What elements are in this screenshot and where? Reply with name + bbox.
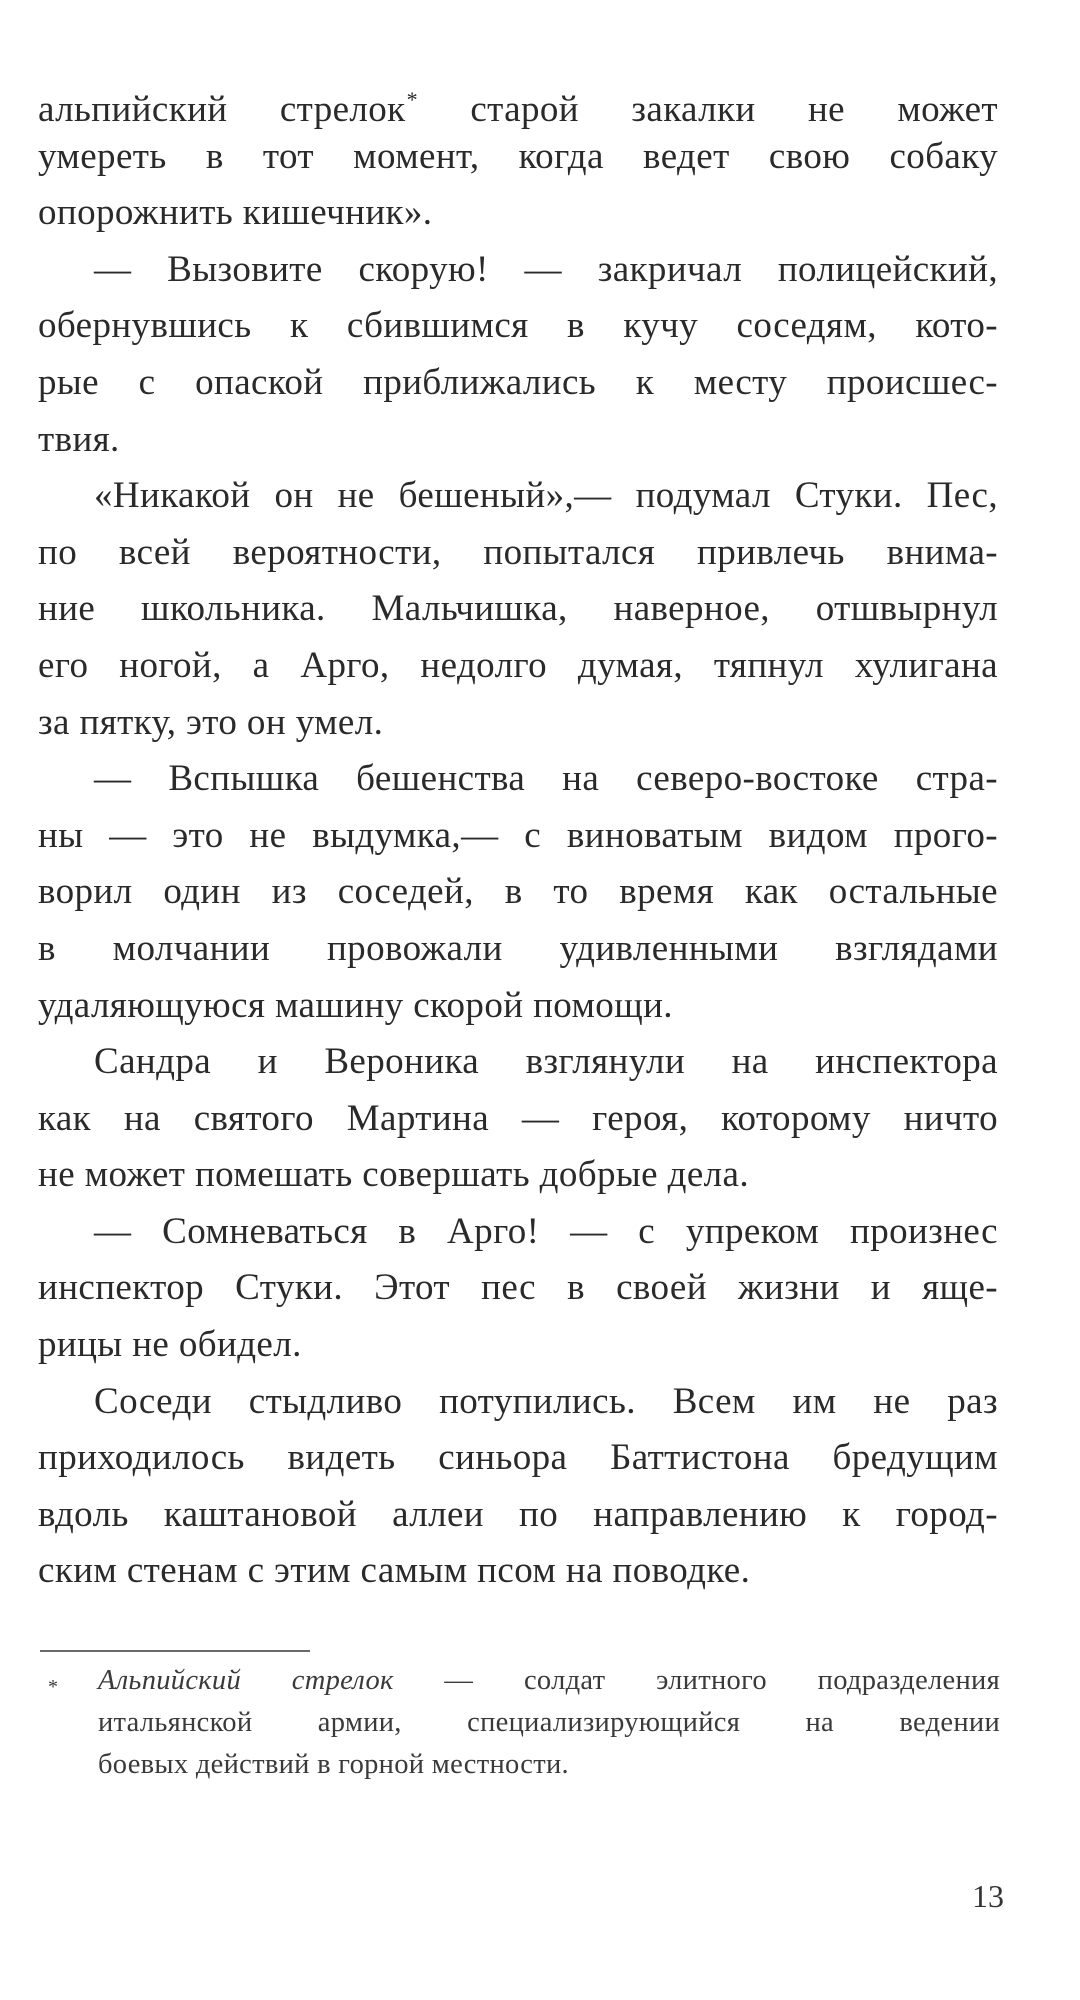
text-line: за пятку, это он умел. xyxy=(38,701,384,743)
footnote-marker: * xyxy=(48,1676,59,1698)
page-number: 13 xyxy=(972,1878,1004,1914)
text-line: Сандра и Вероника взглянули на инспектора xyxy=(94,1041,998,1083)
text-line: по всей вероятности, попытался привлечь внима- xyxy=(38,531,998,573)
footnote-line xyxy=(40,1660,1000,1702)
text-line: рицы не обидел. xyxy=(38,1324,302,1366)
text-line: — Сомневаться в Арго! — с упреком произнес xyxy=(94,1210,998,1252)
text-fragment: альпийский стрелок xyxy=(38,89,406,130)
text-line: ние школьника. Мальчишка, наверное, отшвырнул xyxy=(38,588,998,630)
text-line: приходилось видеть синьора Баттистона бредущим xyxy=(38,1437,998,1479)
main-text xyxy=(38,72,998,1600)
footnote-divider xyxy=(40,1650,310,1652)
paragraph xyxy=(38,468,998,751)
footnote-marker: * xyxy=(406,87,418,112)
footnote-line: боевых действий в горной местности. xyxy=(98,1749,569,1780)
footnote-text: — солдат элитного подразделения xyxy=(393,1665,1000,1696)
footnote-line: итальянской армии, специализирующийся на ведении xyxy=(98,1707,1000,1738)
text-line: — Вспышка бешенства на северо-востоке стра- xyxy=(94,758,998,800)
text-line: ским стенам с этим самым псом на поводке. xyxy=(38,1550,751,1592)
paragraph xyxy=(38,751,998,1034)
text-line: умереть в тот момент, когда ведет свою собаку xyxy=(38,135,998,177)
text-line: удаляющуюся машину скорой помощи. xyxy=(38,984,673,1026)
text-line: вдоль каштановой аллеи по направлению к город- xyxy=(38,1493,998,1535)
text-fragment: старой закалки не может xyxy=(417,89,998,130)
footnote xyxy=(40,1660,1000,1786)
text-line: инспектор Стуки. Этот пес в своей жизни и яще- xyxy=(38,1267,998,1309)
paragraph xyxy=(38,242,998,468)
paragraph xyxy=(38,1034,998,1204)
text-line xyxy=(38,72,998,129)
paragraph xyxy=(38,1204,998,1374)
text-line: его ногой, а Арго, недолго думая, тяпнул хулигана xyxy=(38,644,998,686)
text-line: ны — это не выдумка,— с виноватым видом прого- xyxy=(38,814,998,856)
text-line: в молчании провожали удивленными взглядами xyxy=(38,927,998,969)
text-line: Соседи стыдливо потупились. Всем им не раз xyxy=(94,1380,998,1422)
text-line: ворил один из соседей, в то время как остальные xyxy=(38,871,998,913)
text-line: рые с опаской приближались к месту происшес- xyxy=(38,361,998,403)
text-line: опорожнить кишечник». xyxy=(38,192,433,234)
paragraph xyxy=(38,72,998,242)
text-line: твия. xyxy=(38,418,120,460)
text-line: «Никакой он не бешеный»,— подумал Стуки. Пес, xyxy=(94,475,998,517)
text-line: — Вызовите скорую! — закричал полицейский, xyxy=(94,248,998,290)
text-line: не может помешать совершать добрые дела. xyxy=(38,1154,749,1196)
footnote-term: Альпийский стрелок xyxy=(98,1665,394,1696)
text-line: как на святого Мартина — героя, которому ничто xyxy=(38,1097,998,1139)
paragraph xyxy=(38,1374,998,1600)
text-line: обернувшись к сбившимся в кучу соседям, кото- xyxy=(38,305,998,347)
